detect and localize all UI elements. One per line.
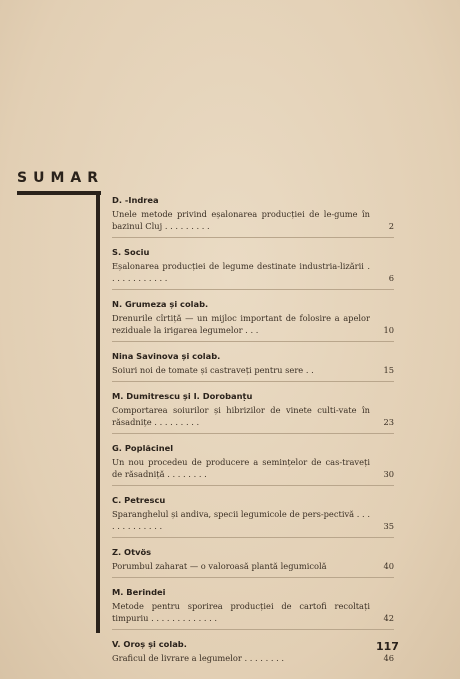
toc-entry bbox=[112, 544, 394, 578]
toc-entry bbox=[112, 440, 394, 486]
entry-page: 23 bbox=[383, 417, 394, 427]
entry-title: Soiuri noi de tomate și castraveți pentru sere . . 15 bbox=[112, 365, 394, 375]
entry-author: Z. Otvös bbox=[112, 547, 152, 557]
entry-title: Eșalonarea producției de legume destinate industria-lizării . . . . . . . . . . . . 6 bbox=[112, 261, 394, 283]
entry-author: S. Sociu bbox=[112, 247, 150, 257]
entry-page: 42 bbox=[383, 613, 394, 623]
entry-title: Comportarea soiurilor și hibrizilor de vinete culti-vate în răsadnițe . . . . . . . . . 23 bbox=[112, 405, 394, 427]
entry-page: 10 bbox=[383, 325, 394, 335]
entry-title: Metode pentru sporirea producției de cartofi recoltați timpuriu . . . . . . . . . . . . . 42 bbox=[112, 601, 394, 623]
entry-title: Graficul de livrare a legumelor . . . . . . . . 46 bbox=[112, 653, 394, 663]
toc-entry bbox=[112, 348, 394, 382]
entry-author: M. Berindei bbox=[112, 587, 166, 597]
entry-separator bbox=[112, 577, 394, 578]
entry-page: 2 bbox=[388, 221, 394, 231]
entry-author: N. Grumeza și colab. bbox=[112, 299, 209, 309]
vertical-rule bbox=[96, 191, 100, 633]
entry-title: Drenurile cîrtiță — un mijloc important de folosire a apelor reziduale la irigarea legumelor . . . 10 bbox=[112, 313, 394, 335]
entry-page: 6 bbox=[388, 273, 394, 283]
entry-title: Un nou procedeu de producere a semințelor de cas-traveți de răsadniță . . . . . . . . 30 bbox=[112, 457, 394, 479]
toc-entry bbox=[112, 388, 394, 434]
entry-author: V. Oroș și colab. bbox=[112, 639, 187, 649]
entry-separator bbox=[112, 289, 394, 290]
entry-author: D. -Indrea bbox=[112, 195, 159, 205]
table-of-contents bbox=[112, 192, 394, 664]
entry-separator bbox=[112, 433, 394, 434]
entry-page: 35 bbox=[383, 521, 394, 531]
page-number: 117 bbox=[376, 640, 399, 653]
entry-separator bbox=[112, 341, 394, 342]
entry-page: 46 bbox=[383, 653, 394, 663]
entry-separator bbox=[112, 237, 394, 238]
entry-author: Nina Savinova și colab. bbox=[112, 351, 221, 361]
page-heading: SUMAR bbox=[17, 170, 104, 186]
entry-author: M. Dumitrescu și I. Dorobanțu bbox=[112, 391, 253, 401]
toc-entry bbox=[112, 636, 394, 664]
entry-separator bbox=[112, 381, 394, 382]
entry-separator bbox=[112, 537, 394, 538]
entry-author: G. Poplăcinel bbox=[112, 443, 174, 453]
entry-page: 15 bbox=[383, 365, 394, 375]
entry-title: Sparanghelul și andiva, specii legumicole de pers-pectivă . . . . . . . . . . . . . 35 bbox=[112, 509, 394, 531]
toc-entry bbox=[112, 244, 394, 290]
toc-entry bbox=[112, 584, 394, 630]
horizontal-rule bbox=[17, 191, 101, 195]
entry-page: 40 bbox=[383, 561, 394, 571]
toc-entry bbox=[112, 192, 394, 238]
entry-title: Porumbul zaharat — o valoroasă plantă legumicolă 40 bbox=[112, 561, 394, 571]
entry-title: Unele metode privind eșalonarea producției de le-gume în bazinul Cluj . . . . . . . . . 2 bbox=[112, 209, 394, 231]
entry-author: C. Petrescu bbox=[112, 495, 166, 505]
entry-page: 30 bbox=[383, 469, 394, 479]
toc-entry bbox=[112, 296, 394, 342]
entry-separator bbox=[112, 629, 394, 630]
toc-entry bbox=[112, 492, 394, 538]
entry-separator bbox=[112, 485, 394, 486]
